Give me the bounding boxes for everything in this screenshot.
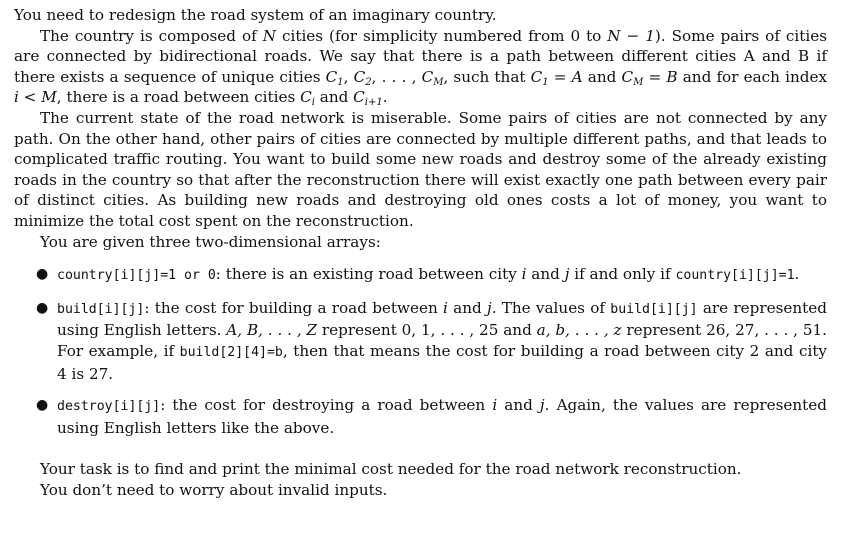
math-ci-plus-1: $C_{i+1}$	[353, 88, 383, 109]
math-cm-eq-b: $C_M = B$	[621, 67, 678, 88]
country-description-paragraph: The country is composed of N cities (for simplicity numbered from 0 to N − 1). Some pairs of cities are connected by bidirectional roads. We say that there is a path between different cities A and B if there exists a sequence of unique cities $C_1$, $C_2$, . . . , $C_M$, such that $C_1 = A$ and $C_M = B$ and for each index i < M, there is a road between cities $C_i$ and $C_{i+1}$.	[14, 26, 828, 109]
list-item-country: ● country[i][j]=1 or 0: there is an existing road between city i and j if and only if country[i][j]=1.	[36, 265, 800, 284]
math-c1: $C_1$	[325, 67, 344, 88]
problem-statement	[14, 5, 827, 500]
bullet-icon: ●	[36, 266, 49, 283]
math-i-lt-m: i < M	[14, 88, 57, 107]
arrays-list	[14, 264, 827, 438]
math-range-end: N − 1	[607, 26, 655, 45]
bullet-icon: ●	[36, 397, 49, 414]
math-c2: $C_2$	[353, 67, 372, 88]
math-n: N	[262, 26, 277, 45]
task-paragraph: Your task is to find and print the minimal cost needed for the road network reconstruction.	[40, 460, 742, 479]
math-c1-eq-a: $C_1 = A$	[530, 67, 583, 88]
list-item-build: ● build[i][j]: the cost for building a road between i and j. The values of build[i][j] are represented using English letters. A, B, . . . , Z represent 0, 1, . . . , 25 and a, b, . . . , z represent 26, 27, . . . , 51. For example, if build[2][4]=b, then that means the cost for building a road between city 2 and city 4 is 27.	[36, 298, 827, 383]
math-ci: $C_i$	[300, 88, 315, 109]
current-state-paragraph: The current state of the road network is miserable. Some pairs of cities are not connected by any path. On the other hand, other pairs of cities are connected by multiple different paths, and that leads to complicated traffic routing. You want to build some new roads and destroy some of the already existing roads in the country so that after the reconstruction there will exist exactly one path between every pair of distinct cities. As building new roads and destroying old ones costs a lot of money, you want to minimize the total cost spent on the reconstruction.	[14, 108, 827, 230]
invalid-inputs-note: You don’t need to worry about invalid inputs.	[40, 480, 388, 499]
arrays-intro-paragraph: You are given three two-dimensional arrays:	[40, 232, 381, 251]
intro-paragraph: You need to redesign the road system of an imaginary country.	[14, 6, 497, 24]
math-cm: $C_M$	[421, 67, 444, 88]
bullet-icon: ●	[36, 299, 49, 316]
list-item-destroy: ● destroy[i][j]: the cost for destroying a road between i and j. Again, the values are represented using English letters like the above.	[36, 396, 827, 437]
